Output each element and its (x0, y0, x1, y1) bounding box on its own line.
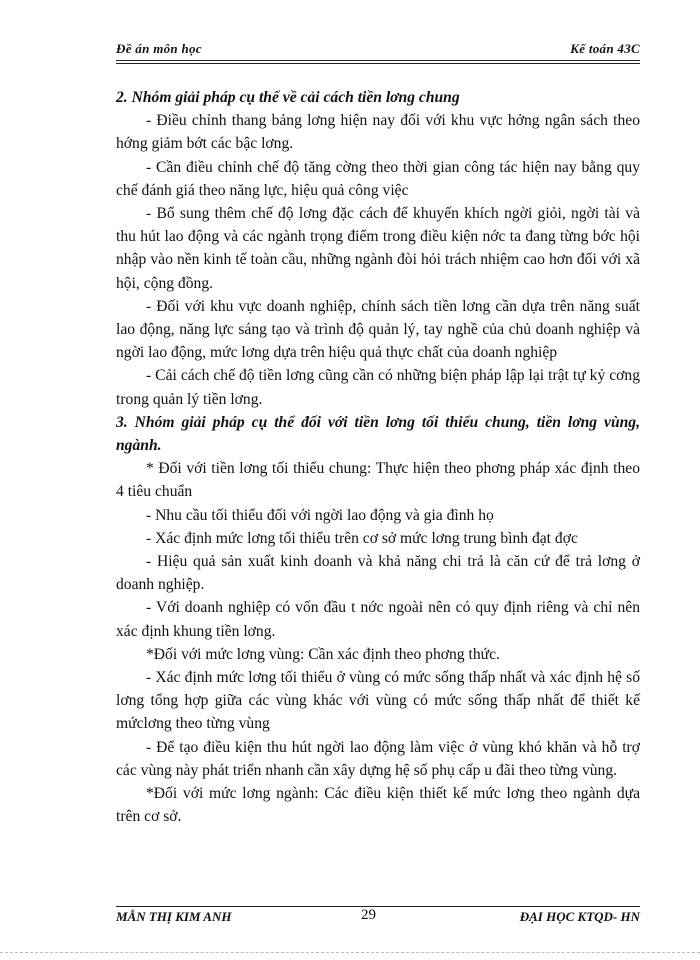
paragraph: - Cần điều chỉnh chế độ tăng cờng theo thời gian công tác hiện nay bằng quy chế đánh giá theo năng lực, hiệu quả công việc (116, 158, 640, 199)
page-boundary-divider (0, 952, 700, 953)
header-course-title: Đề án môn học (116, 41, 202, 56)
paragraph: *Đối với mức lơng vùng: Cần xác định theo phơng thức. (146, 645, 500, 663)
paragraph: - Hiệu quả sản xuất kinh doanh và khả năng chi trả là căn cứ để trả lơng ở doanh nghiệp. (116, 553, 640, 594)
footer-university: ĐẠI HỌC KTQD- HN (519, 909, 640, 924)
paragraph: - Xác định mức lơng tối thiểu trên cơ sở mức lơng trung bình đạt đợc (146, 529, 578, 547)
paragraph: - Xác định mức lơng tối thiểu ở vùng có mức sống thấp nhất và xác định hệ số lơng tổng hợp giữa các vùng khác với vùng có mức sống thấp nhất để thiết kế mứclơng theo từng vùng (116, 669, 640, 733)
page-header (116, 36, 640, 61)
paragraph: *Đối với mức lơng ngành: Các điều kiện thiết kế mức lơng theo ngành dựa trên cơ sở. (116, 785, 640, 826)
paragraph: - Với doanh nghiệp có vốn đầu t nớc ngoài nên có quy định riêng và chỉ nên xác định khung tiền lơng. (116, 599, 640, 640)
footer-author: MẪN THỊ KIM ANH (116, 909, 232, 924)
paragraph: - Để tạo điều kiện thu hút ngời lao động làm việc ở vùng khó khăn và hỗ trợ các vùng này phát triển nhanh cần xây dựng hệ số phụ cấp u đãi theo từng vùng. (116, 738, 640, 779)
page-number: 29 (361, 907, 376, 923)
section-heading: 2. Nhóm giải pháp cụ thể về cải cách tiền lơng chung (116, 89, 460, 106)
paragraph: - Cải cách chế độ tiền lơng cũng cần có những biện pháp lập lại trật tự kỷ cơng trong quản lý tiền lơng. (116, 367, 640, 408)
section-heading: 3. Nhóm giải pháp cụ thể đối với tiền lơng tối thiểu chung, tiền lơng vùng, ngành. (116, 413, 640, 455)
header-class-name: Kế toán 43C (570, 41, 640, 56)
document-body (116, 86, 640, 829)
paragraph: - Bổ sung thêm chế độ lơng đặc cách để khuyến khích ngời giỏi, ngời tài và thu hút lao động và các ngành trọng điểm trong điều kiện nớc ta đang từng bớc hội nhập vào nền kinh tế toàn cầu, những ngành đòi hỏi trách nhiệm cao hơn đối với xã hội, cộng đồng. (116, 205, 640, 292)
page-footer (116, 906, 640, 929)
paragraph: * Đối với tiền lơng tối thiểu chung: Thực hiện theo phơng pháp xác định theo 4 tiêu chuẩn (116, 460, 640, 501)
paragraph: - Điều chỉnh thang bảng lơng hiện nay đối với khu vực hởng ngân sách theo hớng giảm bớt các bậc lơng. (116, 112, 640, 153)
paragraph: - Đối với khu vực doanh nghiệp, chính sách tiền lơng cần dựa trên năng suất lao động, năng lực sáng tạo và trình độ quản lý, tay nghề của chủ doanh nghiệp và ngời lao động, mức lơng dựa trên hiệu quả thực chất của doanh nghiệp (116, 297, 640, 362)
paragraph: - Nhu cầu tối thiểu đối với ngời lao động và gia đình họ (146, 506, 494, 524)
